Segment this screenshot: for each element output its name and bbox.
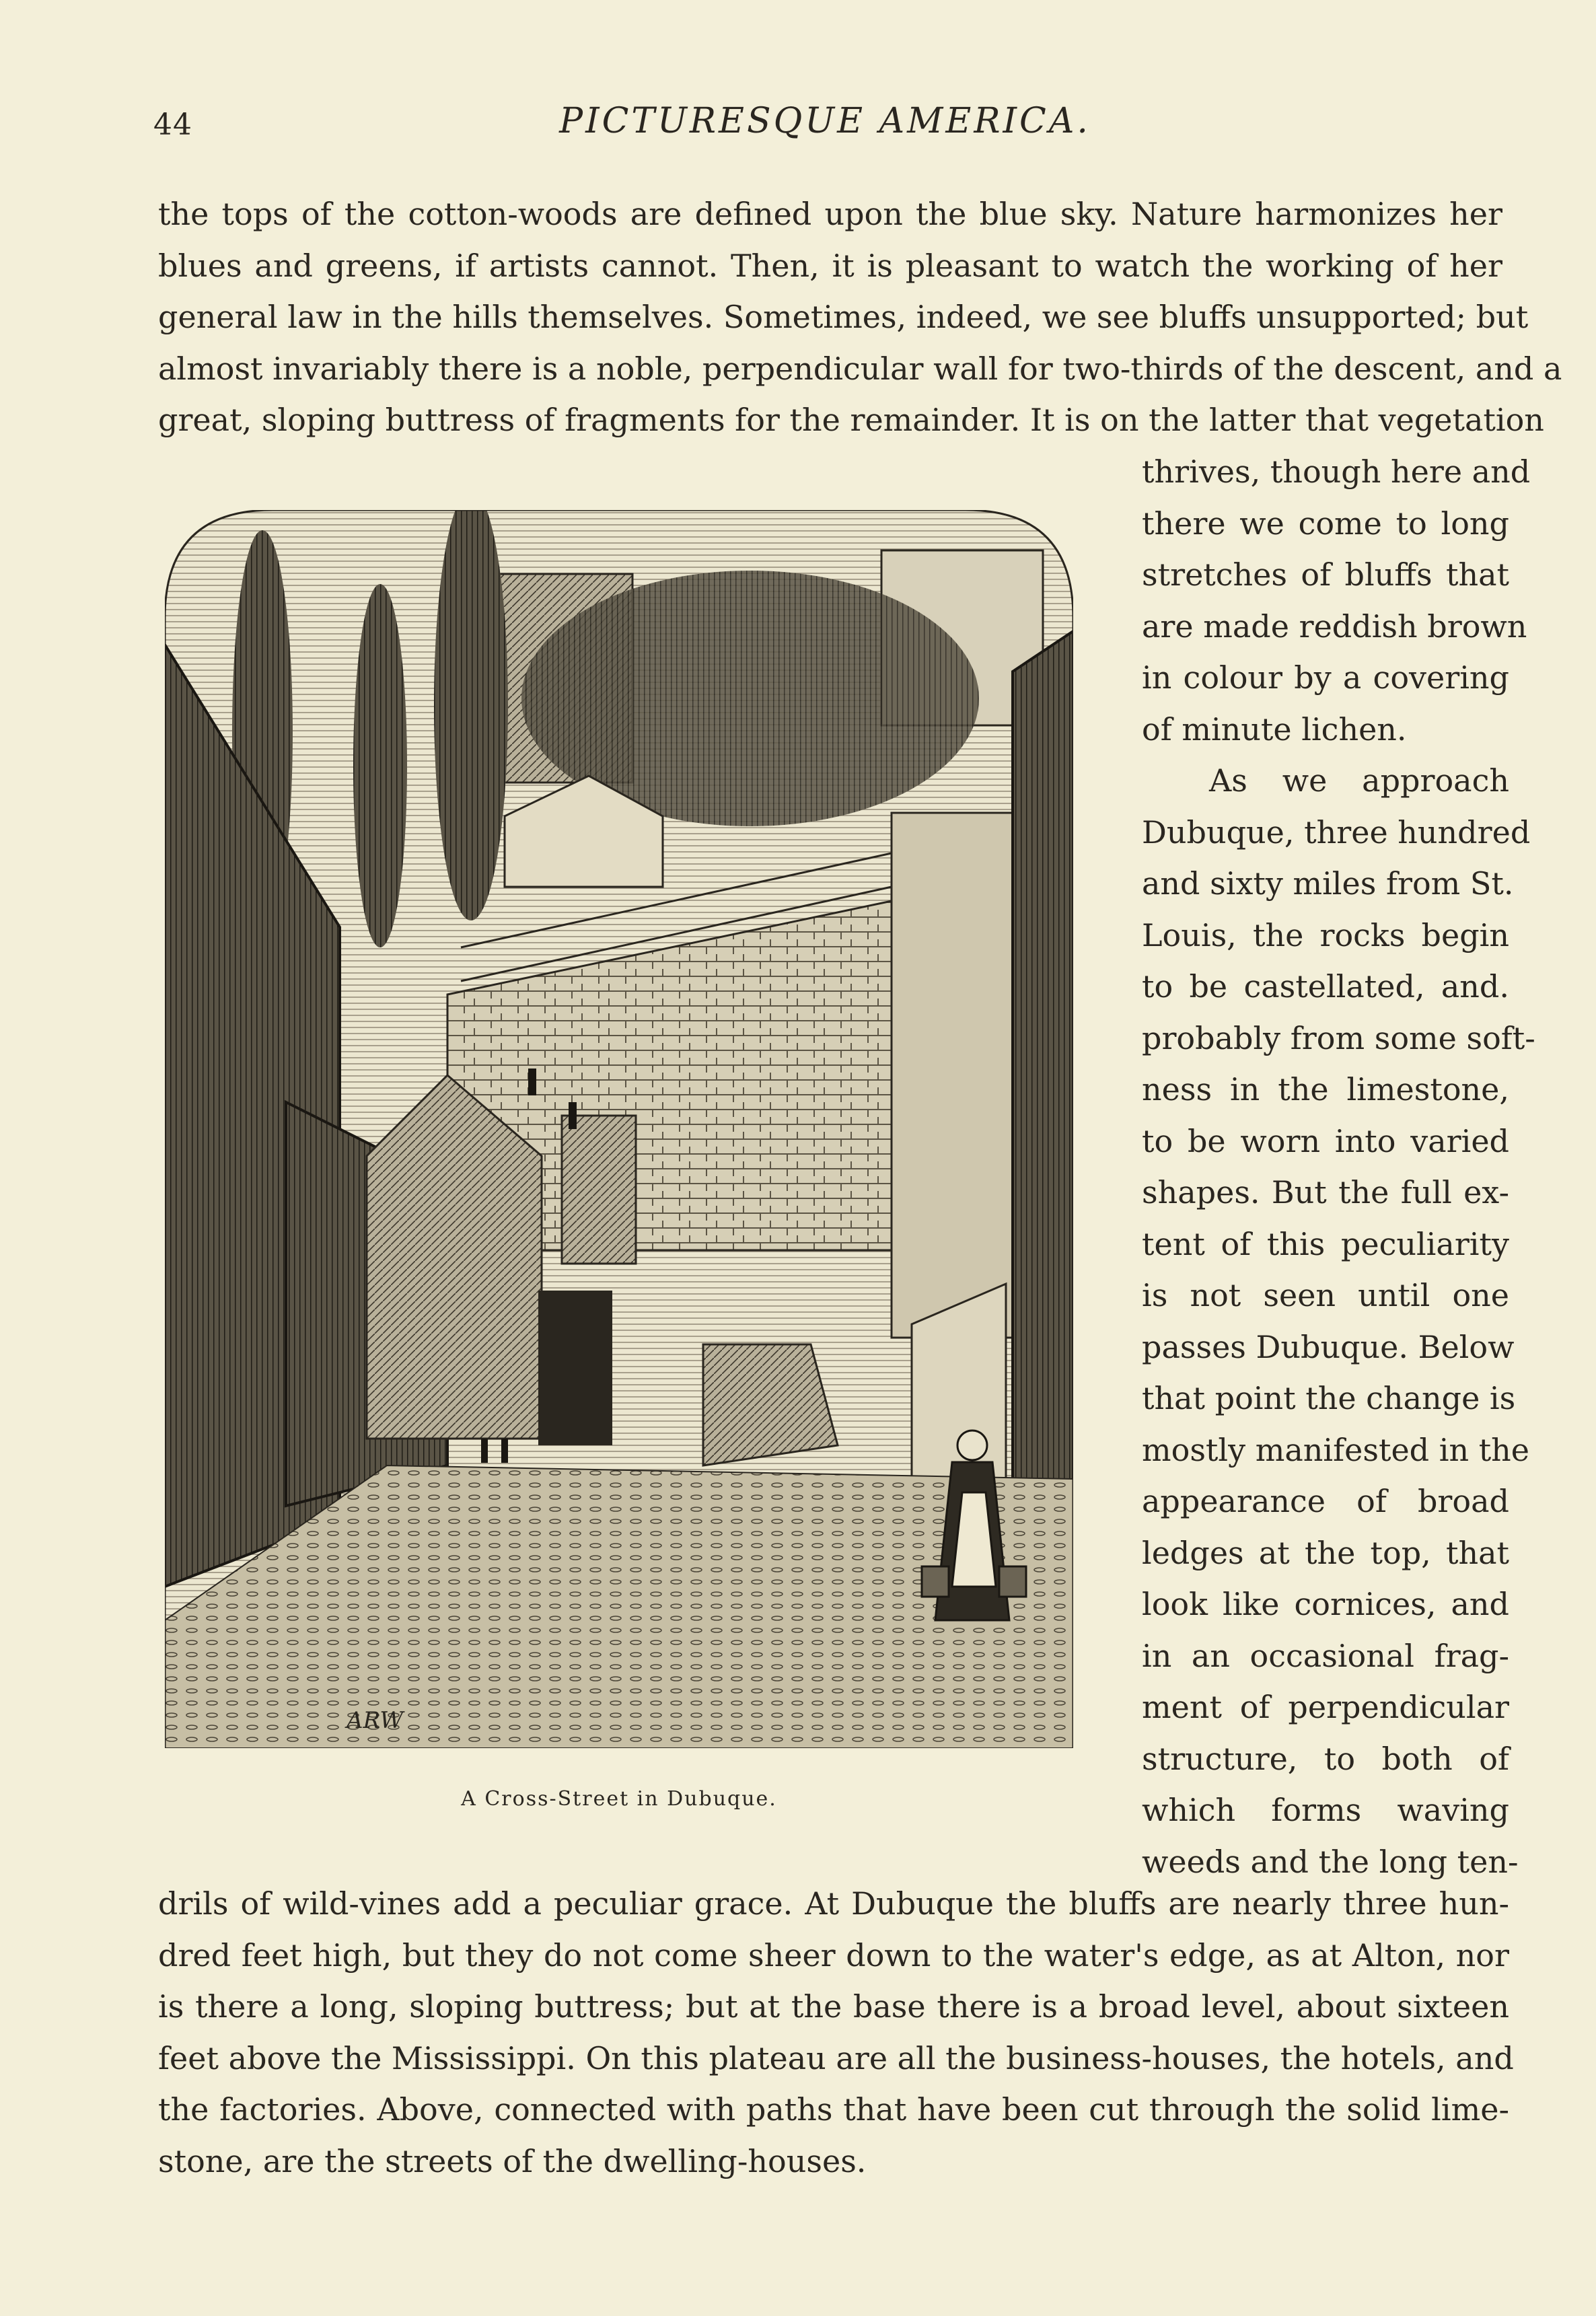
- engraving-figure: [165, 510, 1073, 1748]
- text-line: is there a long, sloping buttress; but at the base there is a broad level, about sixteen: [158, 1988, 1509, 2025]
- text-line: to be worn into varied: [1142, 1122, 1509, 1159]
- engraving-illustration: [165, 510, 1073, 1748]
- text-line: dred feet high, but they do not come sheer down to the water's edge, as at Alton, nor: [158, 1937, 1509, 1974]
- archway: [538, 1291, 612, 1445]
- bottom-paragraph: [158, 1878, 1514, 2187]
- running-head: PICTURESQUE AMERICA.: [559, 101, 1091, 141]
- top-paragraph: [158, 188, 1562, 446]
- text-line: almost invariably there is a noble, perpendicular wall for two-thirds of the descent, and a: [158, 350, 1562, 387]
- text-line: that point the change is: [1142, 1380, 1516, 1416]
- text-line: feet above the Mississippi. On this plateau are all the business-houses, the hotels, and: [158, 2039, 1514, 2076]
- text-line: ment of perpendicular: [1142, 1689, 1509, 1725]
- text-line: general law in the hills themselves. Sometimes, indeed, we see bluffs unsupported; but: [158, 299, 1529, 335]
- text-line: to be castellated, and.: [1142, 968, 1509, 1005]
- text-line: passes Dubuque. Below: [1142, 1328, 1515, 1365]
- text-line: blues and greens, if artists cannot. Then, it is pleasant to watch the working of her: [158, 247, 1502, 284]
- text-line: stone, are the streets of the dwelling-houses.: [158, 2142, 867, 2179]
- text-line: mostly manifested in the: [1142, 1431, 1530, 1468]
- page-number: 44: [153, 108, 192, 142]
- text-line: there we come to long: [1142, 505, 1509, 542]
- text-line: the factories. Above, connected with paths that have been cut through the solid lime-: [158, 2091, 1509, 2128]
- text-line: in an occasional frag-: [1142, 1637, 1509, 1674]
- side-column-a: [1142, 446, 1531, 755]
- text-line: in colour by a covering: [1142, 659, 1509, 696]
- poplar-tree: [353, 584, 407, 947]
- text-line: stretches of bluffs that: [1142, 556, 1509, 593]
- text-line: appearance of broad: [1142, 1483, 1509, 1519]
- text-line: and sixty miles from St.: [1142, 865, 1514, 902]
- text-line: shapes. But the full ex-: [1142, 1174, 1509, 1210]
- text-line: ledges at the top, that: [1142, 1534, 1509, 1571]
- engraver-signature: ARW: [347, 1707, 404, 1734]
- text-line: Louis, the rocks begin: [1142, 916, 1509, 953]
- figure-caption: A Cross-Street in Dubuque.: [461, 1787, 777, 1811]
- text-line: look like cornices, and: [1142, 1586, 1509, 1622]
- text-line: of minute lichen.: [1142, 711, 1407, 748]
- text-line: are made reddish brown: [1142, 608, 1527, 645]
- text-line: the tops of the cotton-woods are defined upon the blue sky. Nature harmonizes her: [158, 196, 1502, 232]
- text-line: tent of this peculiarity: [1142, 1225, 1509, 1262]
- text-line: is not seen until one: [1142, 1277, 1509, 1313]
- text-line: ness in the limestone,: [1142, 1071, 1509, 1108]
- text-line: probably from some soft-: [1142, 1019, 1535, 1056]
- text-line: Dubuque, three hundred: [1142, 813, 1531, 851]
- text-line: great, sloping buttress of fragments for the remainder. It is on the latter that vegetation: [158, 402, 1544, 438]
- text-line: weeds and the long ten-: [1142, 1843, 1519, 1880]
- side-column-b: [1142, 755, 1535, 1887]
- text-line: drils of wild-vines add a peculiar grace. At Dubuque the bluffs are nearly three hun-: [158, 1885, 1509, 1922]
- text-line: As we approach: [1209, 762, 1509, 799]
- text-line: which forms waving: [1142, 1792, 1509, 1828]
- poplar-tree: [434, 510, 508, 920]
- text-line: structure, to both of: [1142, 1740, 1509, 1777]
- text-line: thrives, though here and: [1142, 454, 1531, 490]
